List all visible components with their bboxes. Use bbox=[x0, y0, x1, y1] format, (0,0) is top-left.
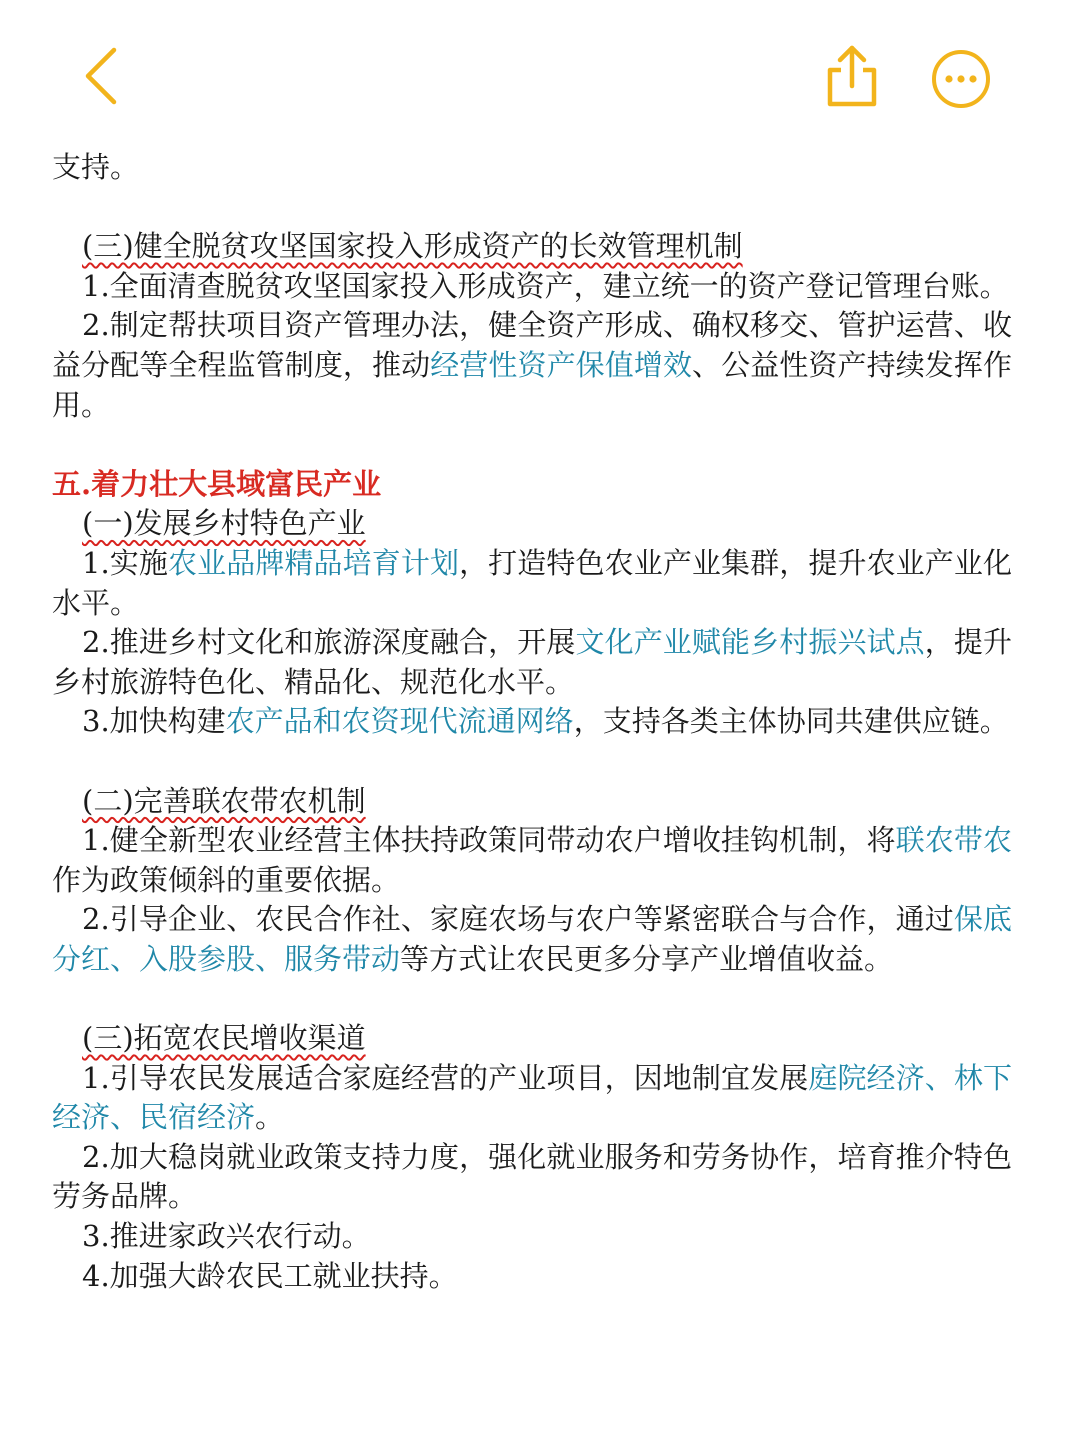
s3-item-2: 2.制定帮扶项目资产管理办法，健全资产形成、确权移交、管护运营、收益分配等全程监管制度，推动经营性资产保值增效、公益性资产持续发挥作用。 bbox=[52, 308, 1012, 422]
heading-sub3: (三)拓宽农民增收渠道 bbox=[82, 1021, 366, 1056]
sub1-item-3: 3.加快构建农产品和农资现代流通网络，支持各类主体协同共建供应链。 bbox=[82, 704, 1009, 739]
sub3-item-4: 4.加强大龄农民工就业扶持。 bbox=[82, 1258, 458, 1293]
heading-sub1: (一)发展乡村特色产业 bbox=[82, 506, 366, 541]
heading-sub2: (二)完善联农带农机制 bbox=[82, 783, 366, 818]
paragraph-continuation: 支持。 bbox=[52, 150, 140, 184]
sub3-item-1: 1.引导农民发展适合家庭经营的产业项目，因地制宜发展庭院经济、林下经济、民宿经济。 bbox=[52, 1060, 1012, 1135]
more-icon[interactable] bbox=[930, 48, 992, 110]
heading-s3-asset-management: (三)健全脱贫攻坚国家投入形成资产的长效管理机制 bbox=[82, 229, 743, 264]
chevron-left-icon[interactable] bbox=[74, 44, 130, 108]
top-navigation-bar bbox=[0, 0, 1080, 150]
section-5-title: 五.着力壮大县域富民产业 bbox=[52, 466, 382, 501]
sub3-item-2: 2.加大稳岗就业政策支持力度，强化就业服务和劳务协作，培育推介特色劳务品牌。 bbox=[52, 1139, 1012, 1214]
sub1-item-2: 2.推进乡村文化和旅游深度融合，开展文化产业赋能乡村振兴试点，提升乡村旅游特色化、精品化、规范化水平。 bbox=[52, 625, 1012, 699]
s3-item-1: 1.全面清查脱贫攻坚国家投入形成资产，建立统一的资产登记管理台账。 bbox=[82, 268, 1009, 303]
document-body bbox=[52, 148, 1012, 1296]
sub3-item-3: 3.推进家政兴农行动。 bbox=[82, 1219, 371, 1254]
sub2-item-1: 1.健全新型农业经营主体扶持政策同带动农户增收挂钩机制，将联农带农作为政策倾斜的重要依据。 bbox=[52, 823, 1012, 897]
sub1-item-1: 1.实施农业品牌精品培育计划，打造特色农业产业集群，提升农业产业化水平。 bbox=[52, 545, 1012, 620]
share-icon[interactable] bbox=[822, 40, 882, 110]
sub2-item-2: 2.引导企业、农民合作社、家庭农场与农户等紧密联合与合作，通过保底分红、入股参股、服务带动等方式让农民更多分享产业增值收益。 bbox=[52, 902, 1012, 976]
